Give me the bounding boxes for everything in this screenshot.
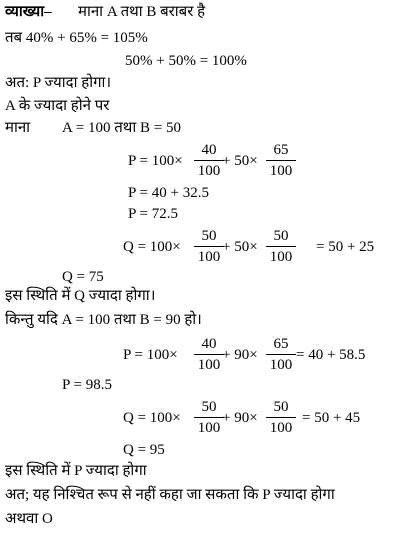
- text-line-q1b: + 50×: [222, 239, 258, 255]
- fraction-bar: [266, 417, 296, 418]
- text-line-p3: P = 72.5: [128, 206, 178, 222]
- fraction-denominator: 100: [269, 249, 293, 265]
- fraction-f6: [266, 335, 296, 374]
- text-line-l10: अत; यह निश्चित रूप से नहीं कहा जा सकता कि P ज्यादा होगा: [5, 487, 335, 503]
- text-line-p5: P = 98.5: [62, 377, 112, 393]
- fraction-bar: [194, 246, 224, 247]
- text-line-l9: इस स्थिति में P ज्यादा होगा: [5, 463, 147, 479]
- text-line-p4b: + 90×: [222, 347, 258, 363]
- fraction-numerator: 50: [273, 228, 289, 244]
- fraction-numerator: 40: [201, 336, 217, 352]
- fraction-numerator: 65: [273, 142, 289, 158]
- fraction-denominator: 100: [197, 420, 221, 436]
- text-line-q3c: = 50 + 45: [302, 410, 361, 426]
- text-line-q3a: Q = 100×: [123, 410, 181, 426]
- fraction-numerator: 40: [201, 142, 217, 158]
- fraction-denominator: 100: [197, 249, 221, 265]
- text-line-l2: तब 40% + 65% = 105%: [5, 30, 148, 46]
- text-line-l5: A के ज्यादा होने पर: [5, 98, 110, 114]
- fraction-bar: [194, 160, 224, 161]
- fraction-bar: [266, 160, 296, 161]
- fraction-denominator: 100: [197, 357, 221, 373]
- text-line-p2: P = 40 + 32.5: [128, 185, 209, 201]
- text-line-l1b: माना A तथा B बराबर है: [78, 4, 206, 20]
- text-line-q2: Q = 75: [62, 269, 104, 285]
- text-line-p4c: = 40 + 58.5: [296, 347, 366, 363]
- text-line-q4: Q = 95: [123, 442, 165, 458]
- text-line-l6a: माना: [5, 120, 31, 136]
- fraction-f4: [266, 227, 296, 266]
- fraction-f2: [266, 141, 296, 180]
- text-line-p4a: P = 100×: [123, 347, 178, 363]
- text-line-q1a: Q = 100×: [123, 239, 181, 255]
- fraction-bar: [266, 354, 296, 355]
- fraction-f3: [194, 227, 224, 266]
- text-line-l1a: व्याख्या–: [5, 4, 52, 20]
- fraction-f7: [194, 398, 224, 437]
- fraction-f1: [194, 141, 224, 180]
- fraction-f5: [194, 335, 224, 374]
- text-line-p1b: + 50×: [222, 153, 258, 169]
- fraction-denominator: 100: [269, 420, 293, 436]
- fraction-numerator: 50: [201, 399, 217, 415]
- fraction-bar: [194, 354, 224, 355]
- text-line-l4: अत: P ज्यादा होगा।: [5, 75, 112, 91]
- fraction-denominator: 100: [197, 163, 221, 179]
- fraction-numerator: 50: [201, 228, 217, 244]
- text-line-q1c: = 50 + 25: [316, 239, 375, 255]
- text-line-l8: किन्तु यदि A = 100 तथा B = 90 हो।: [5, 312, 202, 328]
- text-line-l11: अथवा O: [5, 511, 53, 527]
- fraction-bar: [194, 417, 224, 418]
- fraction-numerator: 65: [273, 336, 289, 352]
- text-line-l6b: A = 100 तथा B = 50: [62, 120, 181, 136]
- text-line-l7: इस स्थिति में Q ज्यादा होगा।: [5, 288, 156, 304]
- text-line-l3: 50% + 50% = 100%: [125, 53, 247, 69]
- fraction-denominator: 100: [269, 163, 293, 179]
- fraction-f8: [266, 398, 296, 437]
- fraction-numerator: 50: [273, 399, 289, 415]
- fraction-bar: [266, 246, 296, 247]
- fraction-denominator: 100: [269, 357, 293, 373]
- text-line-p1a: P = 100×: [128, 153, 183, 169]
- text-line-q3b: + 90×: [222, 410, 258, 426]
